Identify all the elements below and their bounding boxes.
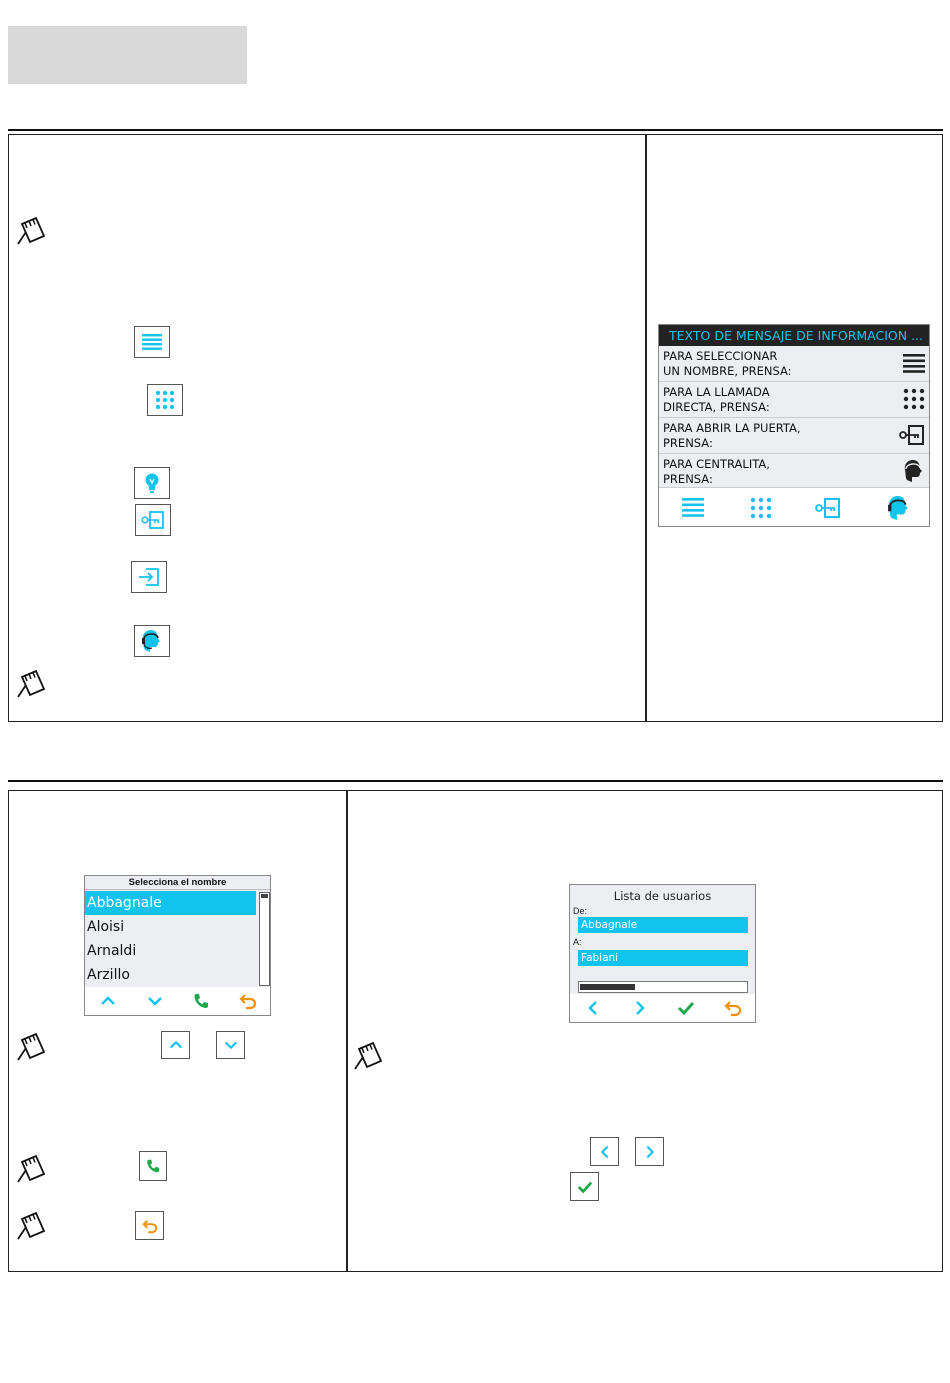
enter-icon [138, 567, 160, 587]
name-list-nav [85, 987, 270, 1015]
keypad-button[interactable] [147, 384, 183, 416]
user-list-screen [569, 884, 756, 1023]
section-2-box [8, 790, 943, 1272]
name-list-item[interactable]: Abbagnale [85, 891, 256, 915]
chevron-down-icon [223, 1037, 239, 1053]
list-icon [903, 353, 925, 373]
section-rule-top [8, 129, 943, 131]
list-button[interactable] [134, 326, 170, 358]
back-icon[interactable] [724, 999, 742, 1017]
note-icon [16, 1030, 48, 1062]
back-button[interactable] [135, 1211, 164, 1240]
to-field[interactable]: Fabiani [578, 950, 748, 966]
note-icon [16, 667, 48, 699]
name-list-item[interactable]: Arnaldi [87, 943, 137, 959]
keypad-icon [155, 390, 175, 410]
chevron-left-icon [597, 1144, 613, 1160]
list-icon[interactable] [682, 497, 704, 517]
back-icon[interactable] [239, 992, 257, 1010]
name-list-item[interactable]: Arzillo [87, 967, 130, 983]
from-label: De: [573, 906, 588, 916]
section-1-divider [645, 134, 647, 722]
info-row-select-name[interactable] [659, 346, 929, 382]
note-icon [353, 1039, 385, 1071]
chevron-up-icon[interactable] [99, 992, 117, 1010]
chevron-left-icon[interactable] [584, 999, 602, 1017]
section-rule-bottom [8, 780, 943, 782]
section-tab [8, 26, 247, 84]
door-key-icon [141, 510, 165, 530]
keypad-icon[interactable] [750, 497, 772, 519]
user-list-nav [570, 994, 755, 1022]
info-row-text: PARA LA LLAMADA DIRECTA, PRENSA: [663, 385, 770, 414]
name-list-screen [84, 875, 271, 1016]
info-message-screen [658, 324, 930, 527]
info-row-text: PARA CENTRALITA, PRENSA: [663, 457, 770, 486]
confirm-button[interactable] [570, 1172, 599, 1201]
scroll-down-button[interactable] [216, 1031, 245, 1059]
operator-button[interactable] [134, 625, 170, 657]
call-icon [145, 1158, 161, 1174]
enter-button[interactable] [131, 561, 167, 593]
operator-icon[interactable] [887, 494, 911, 522]
info-row-text: PARA SELECCIONAR UN NOMBRE, PRENSA: [663, 349, 792, 378]
keypad-icon [903, 388, 925, 410]
chevron-down-icon[interactable] [146, 992, 164, 1010]
door-key-icon [899, 424, 925, 446]
info-row-direct-call[interactable] [659, 382, 929, 418]
name-list-title: Selecciona el nombre [85, 876, 270, 890]
from-field[interactable]: Abbagnale [578, 917, 748, 933]
back-icon [142, 1218, 158, 1234]
scrollbar-thumb[interactable] [261, 894, 268, 898]
check-icon [577, 1179, 593, 1195]
progress-bar [578, 981, 748, 993]
operator-icon [141, 629, 163, 653]
section-2-divider [346, 790, 348, 1272]
prev-button[interactable] [590, 1137, 619, 1166]
info-screen-title: TEXTO DE MENSAJE DE INFORMACION ... [659, 325, 929, 346]
name-list-item[interactable]: Aloisi [87, 919, 125, 935]
info-row-text: PARA ABRIR LA PUERTA, PRENSA: [663, 421, 801, 450]
chevron-right-icon [642, 1144, 658, 1160]
call-button[interactable] [139, 1151, 167, 1181]
chevron-up-icon [168, 1037, 184, 1053]
door-open-button[interactable] [135, 504, 171, 536]
check-icon[interactable] [677, 999, 695, 1017]
to-label: A: [573, 937, 582, 947]
lightbulb-icon [144, 473, 160, 493]
light-button[interactable] [134, 467, 170, 499]
operator-icon [903, 458, 925, 484]
info-row-switchboard[interactable] [659, 454, 929, 489]
chevron-right-icon[interactable] [631, 999, 649, 1017]
user-list-title: Lista de usuarios [613, 889, 712, 903]
note-icon [16, 1209, 48, 1241]
info-screen-nav [659, 487, 929, 526]
info-row-open-door[interactable] [659, 418, 929, 454]
name-list-scrollbar[interactable] [259, 892, 270, 986]
progress-fill [580, 984, 635, 990]
next-button[interactable] [635, 1137, 664, 1166]
note-icon [16, 214, 48, 246]
door-key-icon[interactable] [815, 497, 841, 519]
list-icon [142, 334, 162, 350]
scroll-up-button[interactable] [161, 1031, 190, 1059]
call-icon[interactable] [192, 992, 210, 1010]
note-icon [16, 1152, 48, 1184]
